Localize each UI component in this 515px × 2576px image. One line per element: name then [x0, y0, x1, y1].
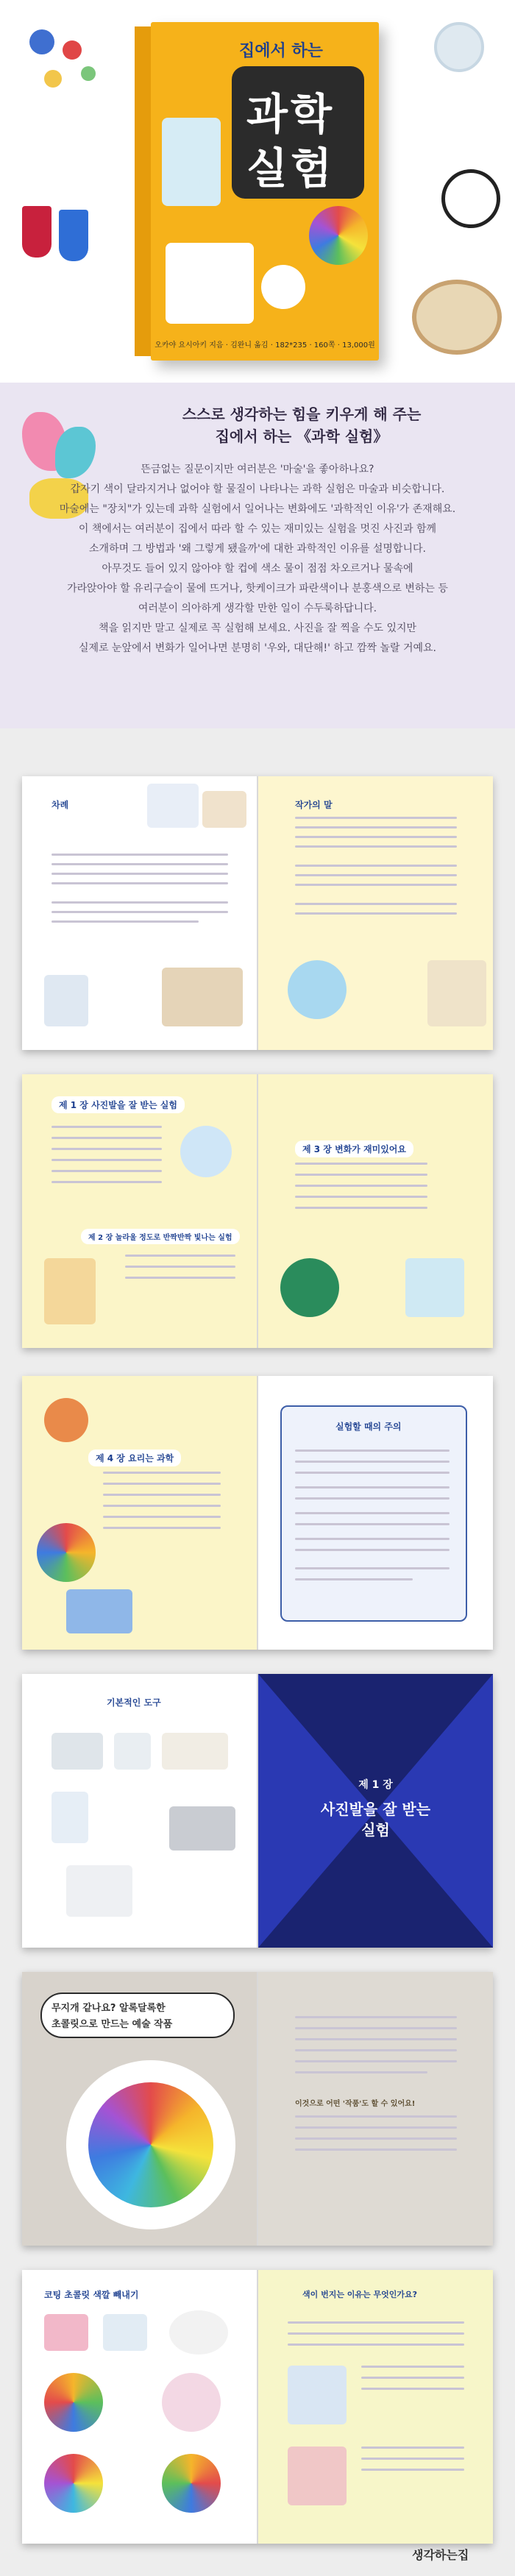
- deco-ring: [434, 22, 484, 72]
- toc-line: [125, 1255, 235, 1257]
- chapter-number: 제 1 장: [358, 1779, 393, 1791]
- spread-left-page: [22, 1376, 257, 1650]
- text-line: [295, 1486, 450, 1489]
- text-line: [295, 2126, 457, 2129]
- toc-line: [103, 1516, 221, 1518]
- chapter-title-line2: 실험: [361, 1821, 390, 1839]
- spread-title: 작가의 말: [295, 800, 333, 810]
- book-spread: [22, 1074, 493, 1348]
- text-line: [295, 2060, 457, 2062]
- chapter-heading: 제 4 장 요리는 과학: [88, 1450, 181, 1466]
- spread-title: 코팅 초콜릿 색깔 빼내기: [44, 2290, 139, 2300]
- text-line: [52, 854, 228, 856]
- text-line: [288, 2343, 464, 2346]
- banner-line2: 초콜릿으로 만드는 예술 작품: [52, 2019, 173, 2030]
- toc-line: [295, 1163, 427, 1165]
- publisher-logo: 생각하는집: [412, 2548, 469, 2562]
- spread-left-page: [22, 2270, 257, 2544]
- text-line: [295, 836, 457, 838]
- text-line: [295, 2115, 457, 2118]
- photo-plate: [169, 2310, 228, 2355]
- text-line: [52, 882, 228, 884]
- toc-line: [52, 1137, 162, 1139]
- red-glass-photo: [22, 206, 52, 258]
- spread-left-page: [22, 1972, 257, 2246]
- intro-paragraph: 책을 읽지만 말고 실제로 꼭 실험해 보세요. 사진을 잘 찍을 수도 있지만: [98, 622, 417, 634]
- photo-disc: [280, 1258, 339, 1317]
- spread-title: 기본적인 도구: [107, 1697, 161, 1708]
- photo-popcorn: [427, 960, 486, 1026]
- text-line: [52, 901, 228, 904]
- text-line: [361, 2388, 464, 2390]
- text-line: [295, 865, 457, 867]
- photo-tray: [162, 968, 243, 1026]
- text-line: [295, 1523, 450, 1525]
- cover-photo-cups: [162, 118, 221, 206]
- spreads-section: [0, 728, 515, 2576]
- toc-line: [52, 1159, 162, 1161]
- intro-paragraph: 이 책에서는 여러분이 집에서 따라 할 수 있는 재미있는 실험을 멋진 사진과 함께: [78, 523, 437, 535]
- chapter-title-line1: 사진발을 잘 받는: [320, 1800, 431, 1818]
- text-line: [288, 2321, 464, 2324]
- text-line: [295, 817, 457, 819]
- text-line: [52, 863, 228, 865]
- text-line: [295, 1461, 450, 1463]
- photo-rainbow-plate: [37, 1523, 96, 1582]
- text-line: [295, 1472, 450, 1474]
- photo-candle: [44, 1258, 96, 1324]
- intro-paragraph: 여러분이 의아하게 생각할 만한 일이 수두룩하답니다.: [138, 603, 377, 614]
- photo-step3: [44, 2454, 103, 2513]
- text-line: [295, 2149, 457, 2151]
- text-line: [295, 1567, 450, 1569]
- text-line: [361, 2377, 464, 2379]
- intro-paragraph: 가라앉아야 할 유리구슬이 물에 뜨거나, 핫케이크가 파란색이나 분홍색으로 변하는 등: [67, 583, 448, 595]
- tool-scale: [52, 1733, 103, 1770]
- toc-line: [103, 1505, 221, 1507]
- tool-dishes: [66, 1865, 132, 1917]
- photo-dessert: [44, 1398, 88, 1442]
- toc-line: [52, 1126, 162, 1128]
- book-meta: 오카야 요시아키 지음 · 김완니 옮김 · 182*235 · 160쪽 · 13,000원: [154, 341, 375, 350]
- text-line: [295, 912, 457, 915]
- spread-right-page: [258, 1972, 493, 2246]
- deco-bowl: [412, 280, 502, 355]
- toc-line: [103, 1494, 221, 1496]
- spread-right-page: [258, 1674, 493, 1948]
- tool-cup: [114, 1733, 151, 1770]
- deco-marble: [81, 66, 96, 81]
- photo-candies: [44, 2314, 88, 2351]
- toc-line: [52, 1170, 162, 1172]
- spread-right-page: [258, 1376, 493, 1650]
- book-spread: [22, 1972, 493, 2246]
- text-line: [288, 2332, 464, 2335]
- text-line: [295, 1549, 450, 1551]
- spread-subtitle: 이것으로 어떤 '작품'도 할 수 있어요!: [295, 2100, 416, 2108]
- toc-line: [295, 1185, 427, 1187]
- spread-left-page: [22, 1674, 257, 1948]
- book-spine: [135, 26, 151, 356]
- toc-line: [295, 1174, 427, 1176]
- intro-headline-line1: 스스로 생각하는 힘을 키우게 해 주는: [182, 405, 422, 423]
- text-line: [295, 2016, 457, 2018]
- spread-right-page: [258, 2270, 493, 2544]
- toc-line: [125, 1266, 235, 1268]
- book-cover: [151, 22, 379, 361]
- photo-pancakes: [66, 1589, 132, 1633]
- book-spread: [22, 776, 493, 1050]
- book-title-block: [232, 66, 364, 199]
- text-line: [361, 2458, 464, 2460]
- intro-paragraph: 아무것도 들어 있지 않아야 할 컵에 색소 물이 점점 차오르거나 물속에: [102, 563, 413, 575]
- spread-right-page: [258, 776, 493, 1050]
- toc-line: [103, 1472, 221, 1474]
- hero-section: [0, 0, 515, 383]
- banner-line1: 무지개 같나요? 알록달록한: [52, 2003, 166, 2014]
- text-line: [52, 911, 228, 913]
- deco-disc: [441, 169, 500, 228]
- book-spread: [22, 2270, 493, 2544]
- text-line: [295, 1497, 450, 1500]
- book-subtitle: 집에서 하는: [239, 42, 323, 60]
- blue-glass-photo: [59, 210, 88, 261]
- toc-line: [103, 1483, 221, 1485]
- intro-paragraph: 소개하며 그 방법과 '왜 그렇게 됐을까'에 대한 과학적인 이유를 설명합니다.: [89, 543, 426, 555]
- text-line: [295, 884, 457, 886]
- chapter-heading: 제 2 장 놀라울 정도로 반짝반짝 빛나는 실험: [81, 1229, 240, 1244]
- text-line: [295, 1512, 450, 1514]
- text-line: [361, 2366, 464, 2368]
- photo-glasses: [147, 784, 199, 828]
- tool-spoon: [162, 1733, 228, 1770]
- text-line: [295, 2137, 457, 2140]
- photo-bubbles: [180, 1126, 232, 1177]
- intro-headline-line2: 집에서 하는 《과학 실험》: [215, 427, 388, 445]
- spread-right-page: [258, 1074, 493, 1348]
- intro-body: [44, 460, 471, 659]
- text-line: [295, 1538, 450, 1540]
- text-line: [361, 2469, 464, 2471]
- spread-title: 차례: [52, 800, 69, 810]
- text-line: [295, 874, 457, 876]
- deco-marble: [29, 29, 54, 54]
- toc-line: [125, 1277, 235, 1279]
- deco-marble: [63, 40, 82, 60]
- intro-section: [0, 383, 515, 728]
- photo-step4: [162, 2454, 221, 2513]
- photo-cup: [405, 1258, 464, 1317]
- toc-line: [295, 1196, 427, 1198]
- photo-cup-red: [288, 2447, 347, 2505]
- spread-left-page: [22, 776, 257, 1050]
- text-line: [295, 2038, 457, 2040]
- text-line: [361, 2447, 464, 2449]
- photo-step2: [162, 2373, 221, 2432]
- text-line: [295, 1450, 450, 1452]
- cover-photo-rainbow: [309, 206, 368, 265]
- intro-paragraph: 갑자기 색이 달라지거나 없어야 할 물질이 나타나는 과학 실험은 마술과 비슷합니다.: [70, 483, 445, 495]
- spread-title: 실험할 때의 주의: [335, 1422, 402, 1432]
- cover-photo-dish: [261, 265, 305, 309]
- deco-marble: [44, 70, 62, 88]
- intro-paragraph: 실제로 눈앞에서 변화가 일어나면 분명히 '우와, 대단해!' 하고 깜짝 놀랄 거예요.: [79, 642, 436, 654]
- chapter-heading: 제 1 장 사진발을 잘 받는 실험: [52, 1096, 185, 1113]
- intro-paragraph: 뜬금없는 질문이지만 여러분은 '마술'을 좋아하나요?: [141, 464, 374, 475]
- book-spread: [22, 1376, 493, 1650]
- text-line: [295, 1578, 413, 1580]
- photo-glass: [288, 2366, 347, 2424]
- text-line: [295, 2027, 457, 2029]
- tool-bottle: [52, 1792, 88, 1843]
- text-line: [295, 2049, 457, 2051]
- text-line: [295, 2071, 427, 2073]
- photo-cup: [103, 2314, 147, 2351]
- text-line: [295, 903, 457, 905]
- photo-step1: [44, 2373, 103, 2432]
- toc-line: [52, 1181, 162, 1183]
- photo-bowl: [202, 791, 246, 828]
- text-line: [52, 873, 228, 875]
- toc-line: [52, 1148, 162, 1150]
- book-title-line2: 실험: [246, 143, 335, 194]
- intro-paragraph: 마술에는 "장치"가 있는데 과학 실험에서 일어나는 변화에도 '과학적인 이유'가 존재해요.: [59, 503, 456, 515]
- toc-line: [295, 1207, 427, 1209]
- text-line: [295, 826, 457, 828]
- photo-bottles: [44, 975, 88, 1026]
- book-spread: [22, 1674, 493, 1948]
- tool-stove: [169, 1806, 235, 1851]
- chapter-heading: 제 3 장 변화가 재미있어요: [295, 1140, 413, 1157]
- cover-photo-bottles: [166, 243, 254, 324]
- spread-left-page: [22, 1074, 257, 1348]
- text-line: [295, 845, 457, 848]
- intro-headline: [110, 403, 493, 447]
- rainbow-plate-colors: [88, 2082, 213, 2207]
- text-line: [52, 920, 199, 923]
- spread-title: 색이 번지는 이유는 무엇인가요?: [302, 2290, 418, 2299]
- photo-colors: [288, 960, 347, 1019]
- book-title-line1: 과학: [246, 89, 335, 139]
- toc-line: [103, 1527, 221, 1529]
